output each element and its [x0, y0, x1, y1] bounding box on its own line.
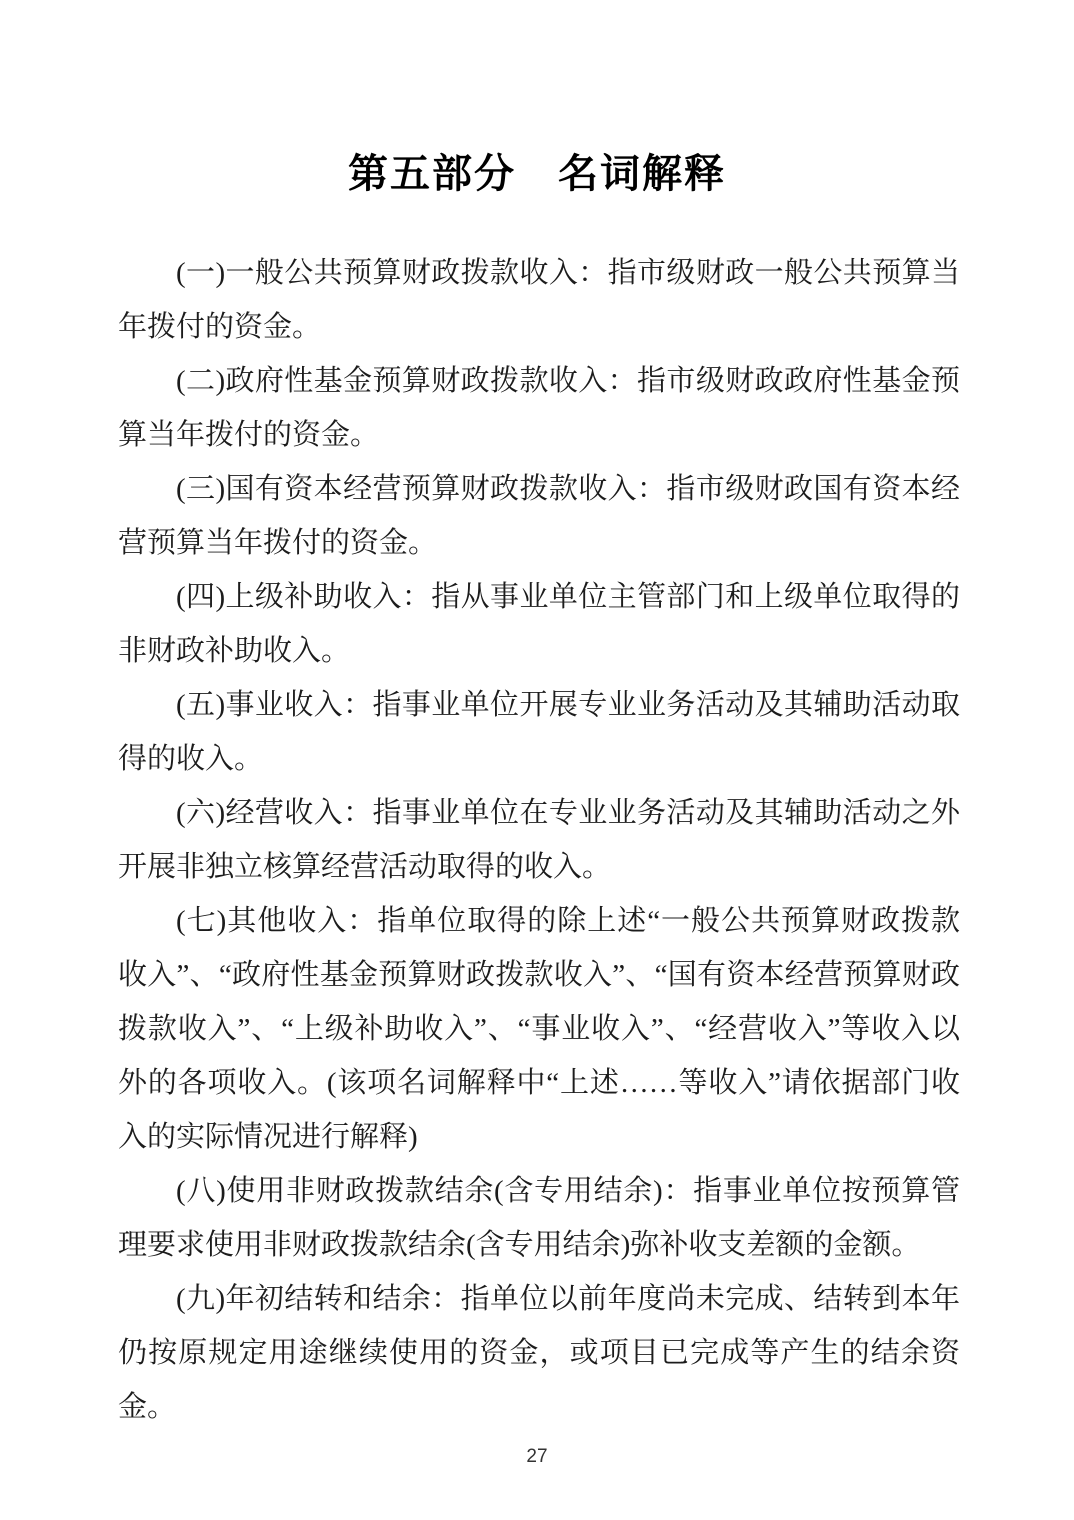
definition-paragraph-government-fund-budget: (二)政府性基金预算财政拨款收入：指市级财政政府性基金预算当年拨付的资金。: [118, 365, 960, 451]
page-number: 27: [526, 1446, 548, 1467]
definition-paragraph-general-public-budget: (一)一般公共预算财政拨款收入：指市级财政一般公共预算当年拨付的资金。: [118, 257, 960, 343]
definition-paragraph-non-fiscal-balance-use: (八)使用非财政拨款结余(含专用结余)：指事业单位按预算管理要求使用非财政拨款结余(含专用结余)弥补收支差额的金额。: [118, 1175, 960, 1261]
definition-paragraph-operating-income: (六)经营收入：指事业单位在专业业务活动及其辅助活动之外开展非独立核算经营活动取得的收入。: [118, 797, 960, 883]
definition-paragraph-carryover-balance: (九)年初结转和结余：指单位以前年度尚未完成、结转到本年仍按原规定用途继续使用的资金，或项目已完成等产生的结余资金。: [118, 1283, 960, 1423]
definition-paragraph-state-capital-budget: (三)国有资本经营预算财政拨款收入：指市级财政国有资本经营预算当年拨付的资金。: [118, 473, 960, 559]
definition-paragraph-other-income: (七)其他收入：指单位取得的除上述“一般公共预算财政拨款收入”、“政府性基金预算财政拨款收入”、“国有资本经营预算财政拨款收入”、“上级补助收入”、“事业收入”、“经营收入”等收入以外的各项收入。(该项名词解释中“上述……等收入”请依据部门收入的实际情况进行解释): [118, 905, 960, 1153]
definition-paragraph-superior-subsidy-income: (四)上级补助收入：指从事业单位主管部门和上级单位取得的非财政补助收入。: [118, 581, 960, 667]
definitions-list: [118, 246, 960, 1434]
page-title: 第五部分 名词解释: [348, 152, 726, 196]
definition-paragraph-institution-income: (五)事业收入：指事业单位开展专业业务活动及其辅助活动取得的收入。: [118, 689, 960, 775]
